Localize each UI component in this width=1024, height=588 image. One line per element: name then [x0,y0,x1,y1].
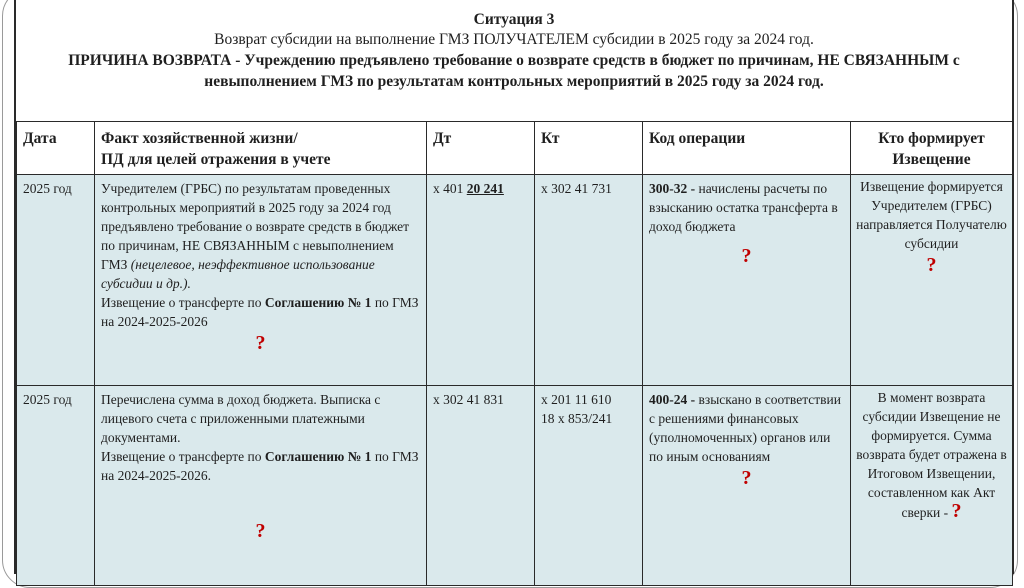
row2-fact-text: Перечислена сумма в доход бюджета. Выписка с лицевого счета с приложенными платежными документами. [101,392,381,445]
row2-date: 2025 год [17,386,95,586]
row1-fact-text: Учредителем (ГРБС) по результатам проведенных контрольных мероприятий в 2025 году за 2024 год предъявлено требование о возврате средств в бюджет по причинам, НЕ СВЯЗАННЫМ с невыполнением ГМЗ [101,181,410,272]
row2-op-code: 400-24 - [649,392,696,407]
question-mark: ? [741,467,752,489]
row2-fact [95,386,427,586]
row2-fact-notice: Извещение о трансферте по [101,449,262,464]
question-mark: ? [951,500,962,522]
row1-fact-notice: Извещение о трансферте по [101,295,262,310]
posting-table [16,121,1013,586]
row2-fact-tail: по ГМЗ на 2024-2025-2026. [101,449,419,483]
row1-fact-agreement: Соглашению № 1 [264,295,372,310]
row1-who-text: Извещение формируется Учредителем (ГРБС) направляется Получателю субсидии [856,179,1007,251]
row2-fact-agreement: Соглашению № 1 [264,449,372,464]
row2-credit-line1: х 201 11 610 [541,392,612,407]
question-mark: ? [255,332,266,354]
row1-debit [427,175,535,386]
situation-subtitle: Возврат субсидии на выполнение ГМЗ ПОЛУЧАТЕЛЕМ субсидии в 2025 году за 2024 год. [214,31,814,48]
header-who-forms: Кто формирует Извещение [851,122,1013,175]
row2-op-text: взыскано в соответствии с решениями финансовых (уполномоченных) органов или по иным основаниям [649,392,841,464]
row1-fact [95,175,427,386]
situation-title: Ситуация 3 [473,11,555,28]
header-debit: Дт [427,122,535,175]
header-fact-line2: ПД для целей отражения в учете [101,151,331,168]
table-header-row [17,122,1013,175]
row1-op-text: начислены расчеты по взысканию остатка трансферта в доход бюджета [649,181,838,234]
document-table [14,0,1014,574]
row1-op-code: 300-32 - [649,181,696,196]
header-fact [95,122,427,175]
header-credit: Кт [535,122,643,175]
row1-debit-code: 20 241 [466,181,504,196]
row2-operation [643,386,851,586]
row1-fact-tail: по ГМЗ на 2024-2025-2026 [101,295,419,329]
header-fact-line1: Факт хозяйственной жизни/ [101,130,298,147]
row1-credit: х 302 41 731 [535,175,643,386]
header-date: Дата [17,122,95,175]
question-mark: ? [255,520,266,542]
table-row [17,386,1013,586]
row1-debit-prefix: х 401 [433,181,464,196]
question-mark: ? [926,254,937,276]
row1-date: 2025 год [17,175,95,386]
return-reason: ПРИЧИНА ВОЗВРАТА - Учреждению предъявлено требование о возврате средств в бюджет по причинам, НЕ СВЯЗАННЫМ с невыполнением ГМЗ по результатам контрольных мероприятий в 2025 году за 2024 год. [68,52,960,90]
row1-who [851,175,1013,386]
title-block [16,0,1012,123]
row2-credit [535,386,643,586]
row2-debit: х 302 41 831 [427,386,535,586]
row1-operation [643,175,851,386]
row2-who-text: В момент возврата субсидии Извещение не формируется. Сумма возврата будет отражена в Итоговом Извещении, составленном как Акт сверки - [856,390,1007,520]
row1-fact-italic: (нецелевое, неэффективное использование субсидии и др.). [101,257,375,291]
row2-credit-line2: 18 х 853/241 [541,411,613,426]
question-mark: ? [741,245,752,267]
row2-who [851,386,1013,586]
header-operation-code: Код операции [643,122,851,175]
table-row [17,175,1013,386]
